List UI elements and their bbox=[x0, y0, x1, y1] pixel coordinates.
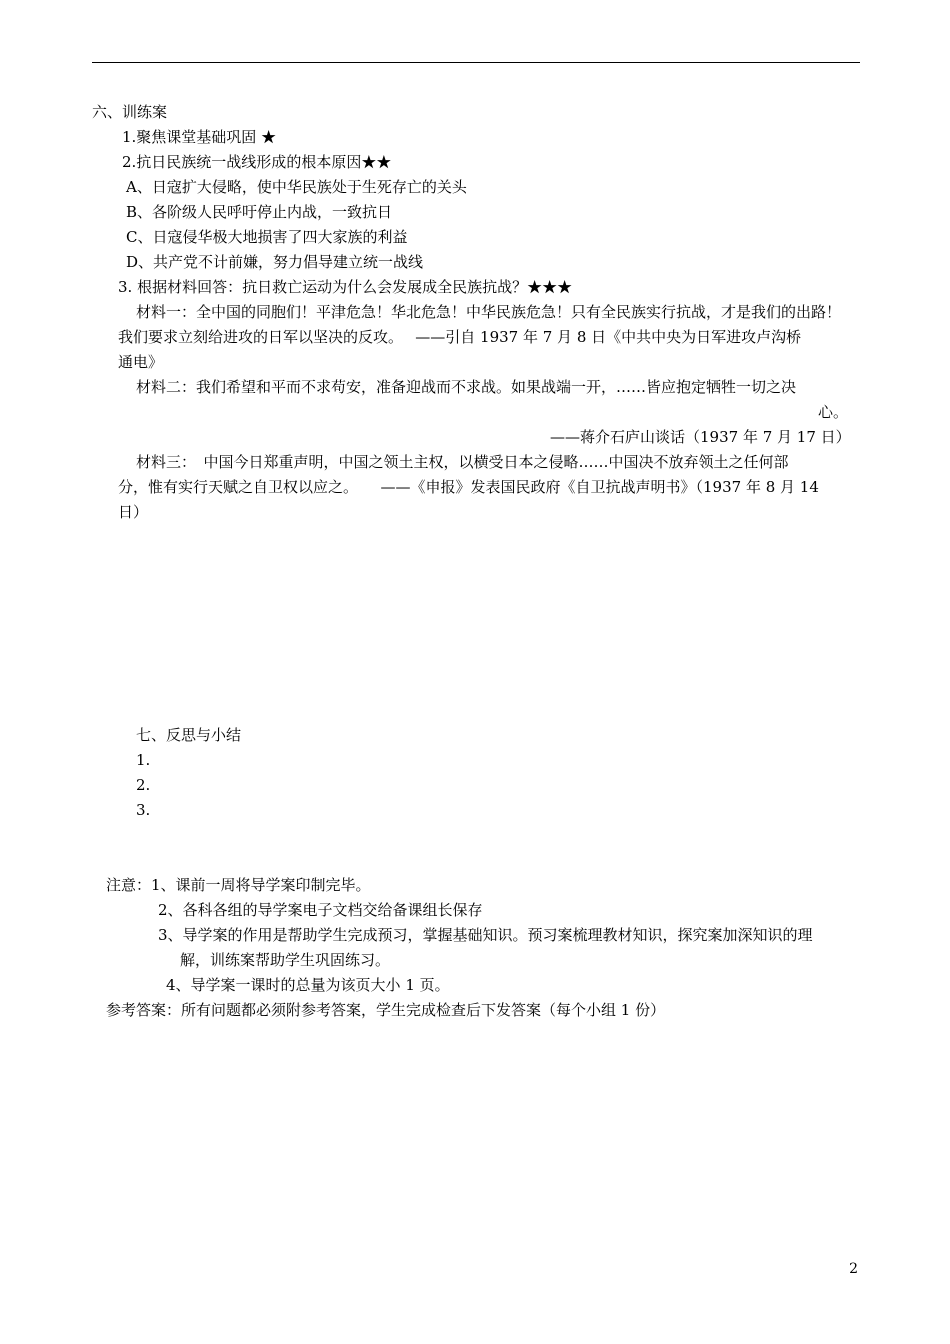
option-b: B、各阶级人民呼吁停止内战，一致抗日 bbox=[126, 203, 393, 221]
note-line-3a: 3、导学案的作用是帮助学生完成预习，掌握基础知识。预习案梳理教材知识，探究案加深知识的理 bbox=[158, 926, 813, 944]
material-2-line-1: 材料二：我们希望和平而不求苟安，准备迎战而不求战。如果战端一开，……皆应抱定牺牲一切之决 bbox=[136, 378, 797, 396]
material-2-line-2: 心。 bbox=[818, 403, 849, 421]
note-line-2: 2、各科各组的导学案电子文档交给备课组长保存 bbox=[158, 901, 483, 919]
material-3-line-2: 分，惟有实行天赋之自卫权以应之。 ——《申报》发表国民政府《自卫抗战声明书》（1937 年 8 月 14 bbox=[118, 478, 819, 496]
section7-title: 七、反思与小结 bbox=[136, 726, 242, 744]
question-3: 3. 根据材料回答：抗日救亡运动为什么会发展成全民族抗战？★★★ bbox=[118, 278, 573, 296]
option-d: D、共产党不计前嫌，努力倡导建立统一战线 bbox=[126, 253, 424, 271]
page-number: 2 bbox=[849, 1261, 858, 1277]
material-3-line-1: 材料三： 中国今日郑重声明，中国之领土主权，以横受日本之侵略……中国决不放弃领土之任何部 bbox=[136, 453, 789, 471]
reflection-item-3: 3. bbox=[136, 801, 151, 819]
reference-answer-note: 参考答案：所有问题都必须附参考答案，学生完成检查后下发答案（每个小组 1 份） bbox=[106, 1001, 666, 1019]
note-line-1: 注意：1、课前一周将导学案印制完毕。 bbox=[106, 876, 371, 894]
note-line-4: 4、导学案一课时的总量为该页大小 1 页。 bbox=[166, 976, 450, 994]
material-1-line-1: 材料一：全中国的同胞们！平津危急！华北危急！中华民族危急！只有全民族实行抗战，才是我们的出路！ bbox=[136, 303, 842, 321]
question-1: 1.聚焦课堂基础巩固 ★ bbox=[122, 128, 277, 146]
reflection-item-1: 1. bbox=[136, 751, 151, 769]
material-3-line-3: 日） bbox=[118, 503, 149, 521]
header-rule bbox=[92, 62, 860, 63]
material-2-source: ——蒋介石庐山谈话（1937 年 7 月 17 日） bbox=[550, 428, 851, 446]
question-2: 2.抗日民族统一战线形成的根本原因★★ bbox=[122, 153, 392, 171]
reflection-item-2: 2. bbox=[136, 776, 151, 794]
material-1-line-2: 我们要求立刻给进攻的日军以坚决的反攻。 ——引自 1937 年 7 月 8 日《中共中央为日军进攻卢沟桥 bbox=[118, 328, 802, 346]
note-line-3b: 解，训练案帮助学生巩固练习。 bbox=[180, 951, 391, 969]
section6-title: 六、训练案 bbox=[92, 103, 168, 121]
option-a: A、日寇扩大侵略，使中华民族处于生死存亡的关头 bbox=[126, 178, 467, 196]
option-c: C、日寇侵华极大地损害了四大家族的利益 bbox=[126, 228, 408, 246]
material-1-line-3: 通电》 bbox=[118, 353, 164, 371]
